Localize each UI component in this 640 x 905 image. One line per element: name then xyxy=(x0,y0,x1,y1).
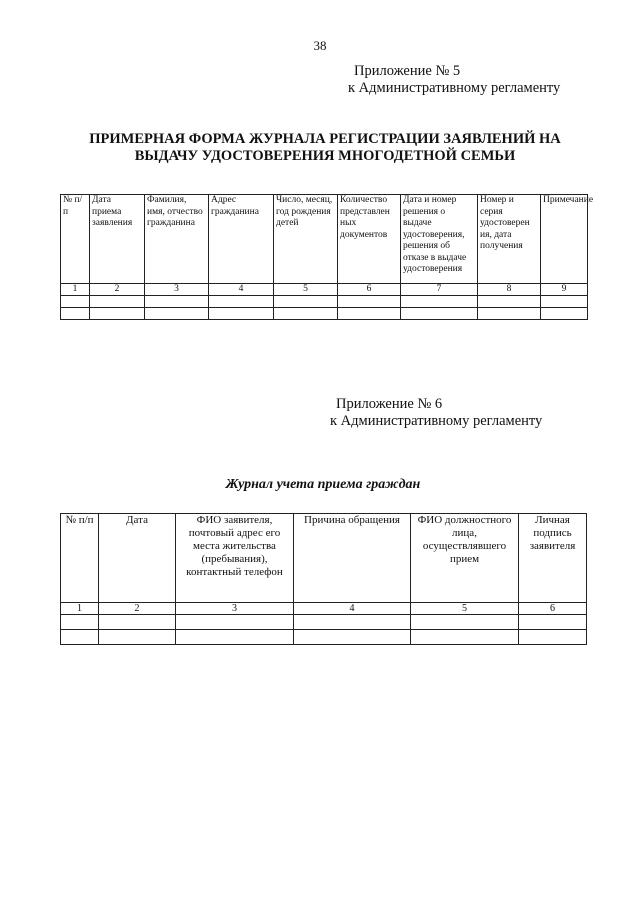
appendix-6-title: Приложение № 6 xyxy=(336,396,443,412)
number-cell: 4 xyxy=(294,603,411,615)
number-cell: 9 xyxy=(541,284,588,296)
table-cell[interactable] xyxy=(478,308,541,320)
registration-journal-table xyxy=(60,194,594,320)
page-number: 38 xyxy=(313,38,327,53)
table-cell[interactable] xyxy=(61,308,90,320)
table-row xyxy=(61,630,587,645)
number-cell: 8 xyxy=(478,284,541,296)
table-cell[interactable] xyxy=(99,615,176,630)
table-cell[interactable] xyxy=(294,630,411,645)
header-cell: Дата и номер решения о выдаче удостоверения, решения об отказе в выдаче удостоверения xyxy=(401,195,478,284)
table-cell[interactable] xyxy=(99,630,176,645)
header-cell: Дата xyxy=(99,514,176,603)
table-cell[interactable] xyxy=(145,296,209,308)
table-cell[interactable] xyxy=(411,630,519,645)
header-cell: Номер и серия удостоверен ия, дата получения xyxy=(478,195,541,284)
form-5-title-line2: ВЫДАЧУ УДОСТОВЕРЕНИЯ МНОГОДЕТНОЙ СЕМЬИ xyxy=(134,148,516,164)
appendix-6-subtitle: к Административному регламенту xyxy=(330,413,543,429)
number-cell: 2 xyxy=(99,603,176,615)
header-cell: Личная подпись заявителя xyxy=(519,514,587,603)
table-cell[interactable] xyxy=(541,296,588,308)
number-cell: 7 xyxy=(401,284,478,296)
number-cell: 5 xyxy=(411,603,519,615)
table-cell[interactable] xyxy=(294,615,411,630)
table-cell[interactable] xyxy=(61,615,99,630)
table-cell[interactable] xyxy=(401,308,478,320)
table-cell[interactable] xyxy=(61,630,99,645)
header-cell: Количество представлен ных документов xyxy=(338,195,401,284)
table-cell[interactable] xyxy=(176,615,294,630)
form-5-title-line1: ПРИМЕРНАЯ ФОРМА ЖУРНАЛА РЕГИСТРАЦИИ ЗАЯВЛЕНИЙ НА xyxy=(89,131,561,147)
table-cell[interactable] xyxy=(338,296,401,308)
header-cell: № п/п xyxy=(61,514,99,603)
journal-6-title: Журнал учета приема граждан xyxy=(225,477,421,492)
table-cell[interactable] xyxy=(176,630,294,645)
table-cell[interactable] xyxy=(274,308,338,320)
appendix-5-subtitle: к Административному регламенту xyxy=(348,80,561,96)
table-cell[interactable] xyxy=(338,308,401,320)
table-cell[interactable] xyxy=(90,296,145,308)
appendix-6-caption xyxy=(330,396,542,430)
table-cell[interactable] xyxy=(541,308,588,320)
table-cell[interactable] xyxy=(209,296,274,308)
appendix-5-title: Приложение № 5 xyxy=(354,63,461,79)
table-number-row xyxy=(61,284,588,296)
header-cell: ФИО должностного лица, осуществлявшего прием xyxy=(411,514,519,603)
header-cell: Примечание xyxy=(541,195,588,284)
number-cell: 2 xyxy=(90,284,145,296)
table-number-row xyxy=(61,603,587,615)
header-cell: № п/п xyxy=(61,195,90,284)
header-cell: Фамилия, имя, отчество гражданина xyxy=(145,195,209,284)
table-cell[interactable] xyxy=(274,296,338,308)
reception-journal-table xyxy=(60,513,587,645)
number-cell: 3 xyxy=(176,603,294,615)
header-cell: Адрес гражданина xyxy=(209,195,274,284)
table-row xyxy=(61,308,588,320)
table-cell[interactable] xyxy=(519,615,587,630)
number-cell: 6 xyxy=(338,284,401,296)
number-cell: 6 xyxy=(519,603,587,615)
table-cell[interactable] xyxy=(90,308,145,320)
number-cell: 5 xyxy=(274,284,338,296)
table-row xyxy=(61,615,587,630)
header-cell: Дата приема заявления xyxy=(90,195,145,284)
table-row xyxy=(61,296,588,308)
number-cell: 3 xyxy=(145,284,209,296)
table-header-row xyxy=(61,195,588,284)
number-cell: 4 xyxy=(209,284,274,296)
appendix-5-caption xyxy=(348,63,560,97)
number-cell: 1 xyxy=(61,603,99,615)
table-cell[interactable] xyxy=(145,308,209,320)
table-cell[interactable] xyxy=(209,308,274,320)
number-cell: 1 xyxy=(61,284,90,296)
table-header-row xyxy=(61,514,587,603)
form-5-title xyxy=(60,131,590,165)
header-cell: Причина обращения xyxy=(294,514,411,603)
table-cell[interactable] xyxy=(61,296,90,308)
header-cell: Число, месяц, год рождения детей xyxy=(274,195,338,284)
table-cell[interactable] xyxy=(411,615,519,630)
table-cell[interactable] xyxy=(478,296,541,308)
table-cell[interactable] xyxy=(401,296,478,308)
table-cell[interactable] xyxy=(519,630,587,645)
header-cell: ФИО заявителя, почтовый адрес его места жительства (пребывания), контактный телефон xyxy=(176,514,294,603)
